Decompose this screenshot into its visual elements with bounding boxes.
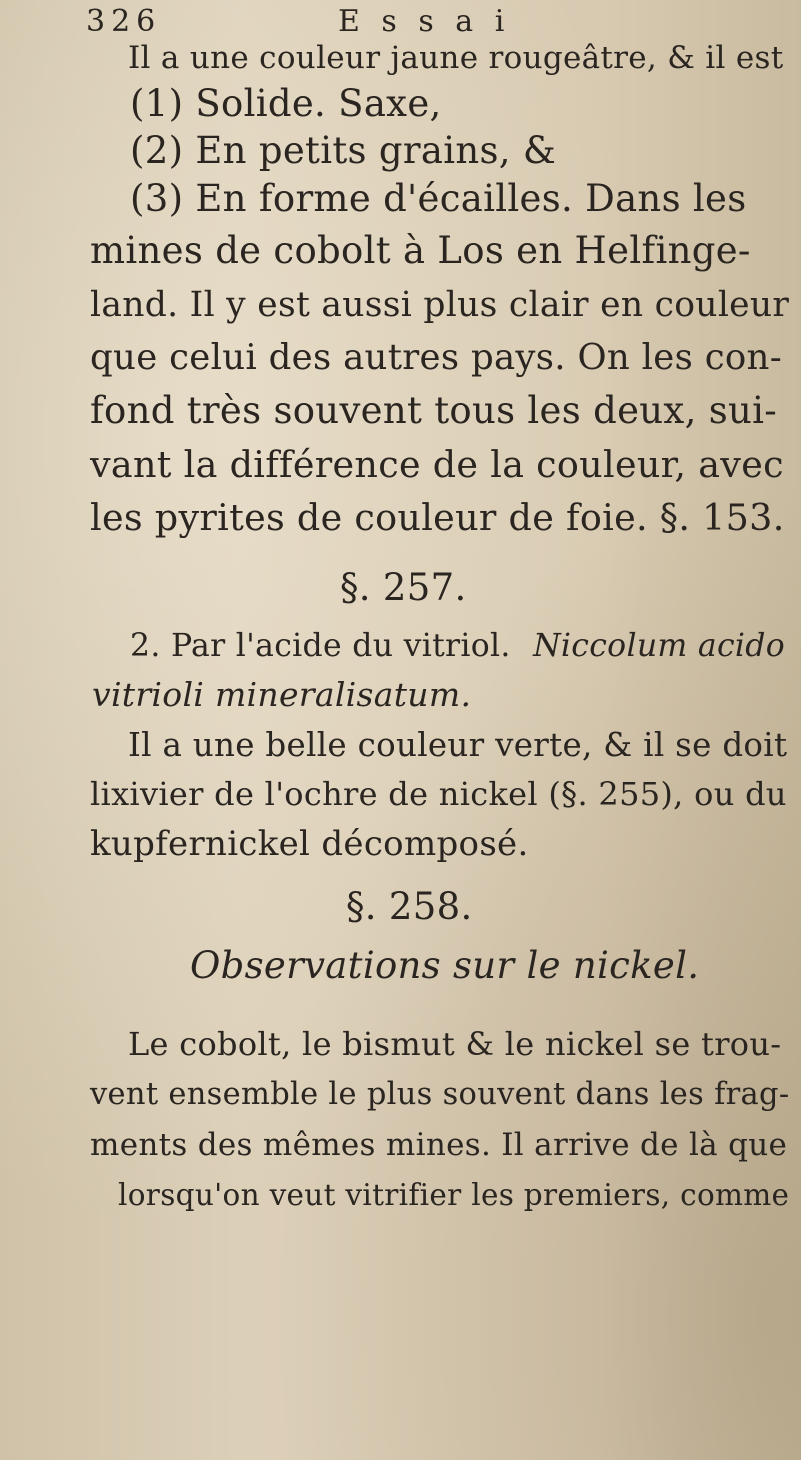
text-line: fond très souvent tous les deux, sui- [90,389,778,432]
text-line: kupfernickel décomposé. [90,824,529,864]
section-heading: §. 257. [340,566,467,609]
text-line: (1) Solide. Saxe, [130,82,442,125]
text-line: que celui des autres pays. On les con- [90,337,783,378]
text-line: ments des mêmes mines. Il arrive de là que [90,1127,788,1163]
text-line: les pyrites de couleur de foie. §. 153. [90,496,785,539]
text-roman: 2. Par l'acide du vitriol. [130,628,511,664]
text-line: (3) En forme d'écailles. Dans les [130,177,747,220]
text-line: lixivier de l'ochre de nickel (§. 255), ou du [90,775,787,813]
text-line [130,624,785,668]
latin-name: Niccolum acido [533,628,786,664]
text-line: (2) En petits grains, & [130,129,557,172]
text-line: vant la différence de la couleur, avec [90,443,784,486]
running-title: E s s a i [338,4,511,39]
text-line: lorsqu'on veut vitrifier les premiers, comme [118,1178,790,1212]
section-subtitle: Observations sur le nickel. [190,944,700,987]
text-line: vent ensemble le plus souvent dans les frag- [90,1077,790,1112]
text-line: mines de cobolt à Los en Helfinge- [90,229,751,272]
text-line: Le cobolt, le bismut & le nickel se trou- [128,1025,782,1063]
page-number: 326 [86,4,162,39]
text-line: Il a une belle couleur verte, & il se doit [128,726,788,764]
latin-name: vitrioli mineralisatum. [92,675,472,714]
section-heading: §. 258. [346,885,473,928]
text-line: land. Il y est aussi plus clair en couleur [90,285,790,325]
text-line: Il a une couleur jaune rougeâtre, & il est [128,40,784,76]
